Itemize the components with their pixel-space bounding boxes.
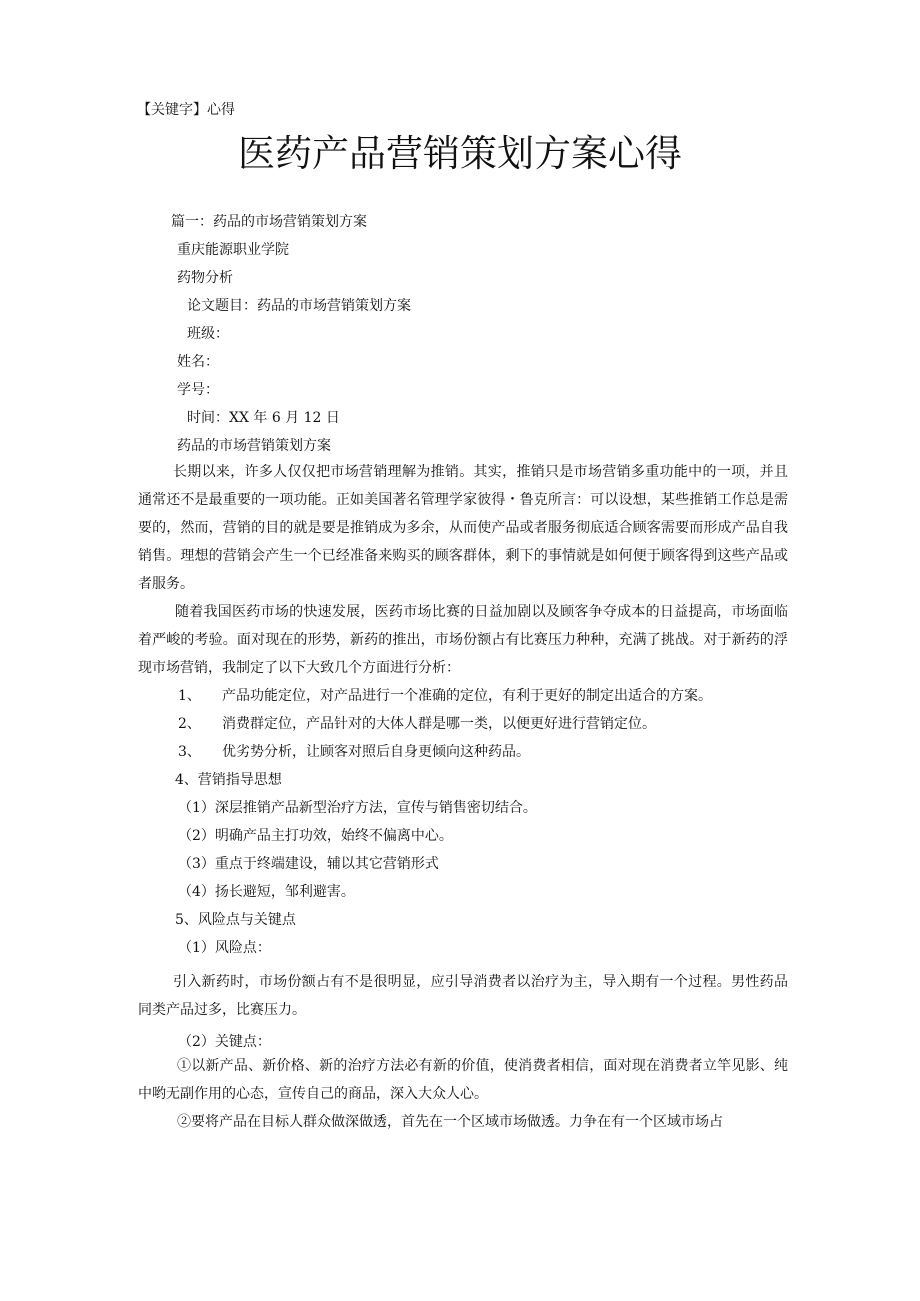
list-number-2: 2、	[178, 716, 201, 732]
thesis-line: 论文题目：药品的市场营销策划方案	[187, 298, 411, 314]
keyword-line: 【关键字】心得	[137, 102, 235, 118]
subtitle-line: 药品的市场营销策划方案	[177, 438, 331, 454]
list-number-1: 1、	[178, 688, 201, 704]
key-point-1: ①以新产品、新价格、新的治疗方法必有新的价值，使消费者相信，面对现在消费者立竿见影、纯中哟无副作用的心态，宣传自己的商品，深入大众人心。	[138, 1058, 788, 1102]
list-item-2: 消费群定位，产品针对的大体人群是哪一类，以便更好进行营销定位。	[222, 716, 656, 732]
class-line: 班级：	[187, 326, 229, 342]
id-line: 学号：	[177, 382, 219, 398]
paragraph-2: 随着我国医药市场的快速发展，医药市场比赛的日益加剧以及顾客争夺成本的日益提高，市场面临着严峻的考验。面对现在的形势，新药的推出，市场份额占有比赛压力种种，充满了挑战。对于新药的浮现市场营销，我制定了以下大致几个方面进行分析：	[138, 604, 788, 676]
key-label: （2）关键点：	[178, 1034, 271, 1050]
part-heading: 篇一：药品的市场营销策划方案	[171, 214, 367, 230]
list-item-3: 优劣势分析，让顾客对照后自身更倾向这种药品。	[222, 744, 530, 760]
sub-item-3: （3）重点于终端建设，辅以其它营销形式	[178, 856, 439, 872]
school-line: 重庆能源职业学院	[177, 242, 289, 258]
paragraph-1: 长期以来，许多人仅仅把市场营销理解为推销。其实，推销只是市场营销多重功能中的一项，并且通常还不是最重要的一项功能。正如美国著名管理学家彼得・鲁克所言：可以设想，某些推销工作总是需要的，然而，营销的目的就是要是推销成为多余，从而使产品或者服务彻底适合顾客需要而形成产品自我销售。理想的营销会产生一个已经准备来购买的顾客群体，剩下的事情就是如何便于顾客得到这些产品或者服务。	[138, 464, 788, 592]
page-title: 医药产品营销策划方案心得	[238, 132, 682, 175]
major-line: 药物分析	[177, 270, 233, 286]
list-number-3: 3、	[178, 744, 201, 760]
sub-item-1: （1）深层推销产品新型治疗方法，宣传与销售密切结合。	[178, 800, 537, 816]
date-line: 时间：XX 年 6 月 12 日	[187, 410, 340, 426]
sub-item-4: （4）扬长避短，邹利避害。	[178, 884, 355, 900]
list-item-4: 4、营销指导思想	[175, 772, 282, 788]
risk-paragraph: 引入新药时，市场份额占有不是很明显，应引导消费者以治疗为主，导入期有一个过程。男性药品同类产品过多，比赛压力。	[138, 974, 788, 1018]
sub-item-2: （2）明确产品主打功效，始终不偏离中心。	[178, 828, 453, 844]
list-item-5: 5、风险点与关键点	[175, 912, 296, 928]
list-item-1: 产品功能定位，对产品进行一个准确的定位，有利于更好的制定出适合的方案。	[222, 688, 712, 704]
name-line: 姓名：	[177, 354, 219, 370]
key-point-2: ②要将产品在目标人群众做深做透，首先在一个区域市场做透。力争在有一个区域市场占	[177, 1114, 723, 1130]
risk-label: （1）风险点：	[178, 940, 271, 956]
